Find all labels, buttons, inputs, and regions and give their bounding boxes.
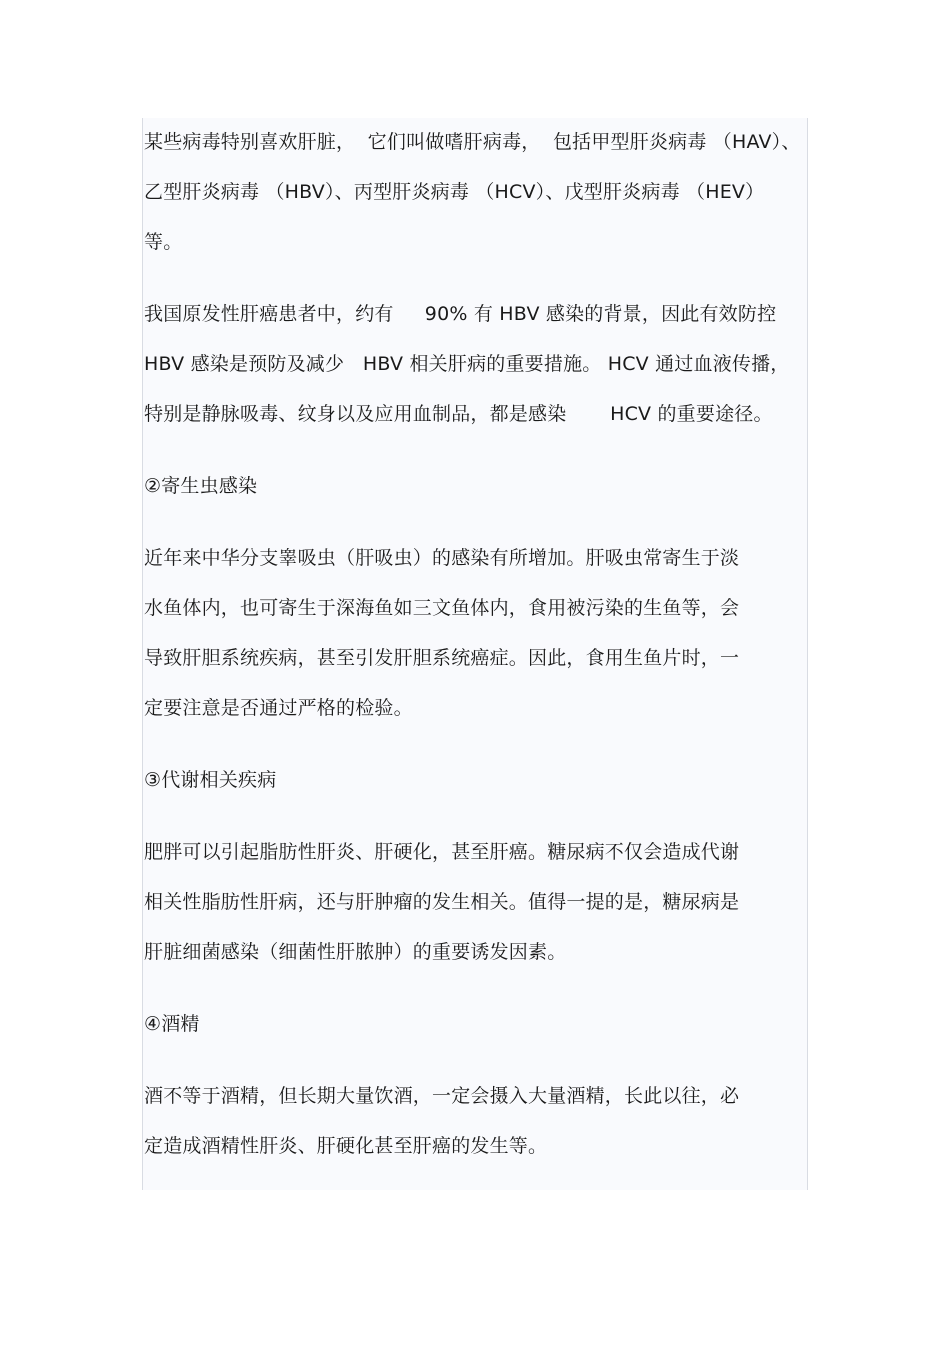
paragraph-line: 等。 [144, 231, 183, 253]
paragraph-line: 肥胖可以引起脂肪性肝炎、肝硬化，甚至肝癌。糖尿病不仅会造成代谢 [144, 841, 740, 863]
paragraph-line: 肝脏细菌感染（细菌性肝脓肿）的重要诱发因素。 [144, 941, 567, 963]
paragraph-line: 酒不等于酒精，但长期大量饮酒，一定会摄入大量酒精，长此以往，必 [144, 1085, 740, 1107]
paragraph-line: 定要注意是否通过严格的检验。 [144, 697, 413, 719]
paragraph-line: 导致肝胆系统疾病，甚至引发肝胆系统癌症。因此，食用生鱼片时，一 [144, 647, 740, 669]
paragraph-line: 定造成酒精性肝炎、肝硬化甚至肝癌的发生等。 [144, 1135, 548, 1157]
paragraph-line: 我国原发性肝癌患者中，约有 90% 有 HBV 感染的背景，因此有效防控 [144, 303, 777, 325]
paragraph-line: 特别是静脉吸毒、纹身以及应用血制品，都是感染 HCV 的重要途径。 [144, 403, 773, 425]
section-heading: ②寄生虫感染 [144, 475, 258, 497]
paragraph-line: 乙型肝炎病毒 （HBV）、丙型肝炎病毒 （HCV）、戊型肝炎病毒 （HEV） [144, 181, 765, 203]
section-heading: ③代谢相关疾病 [144, 769, 277, 791]
paragraph-line: 近年来中华分支睾吸虫（肝吸虫）的感染有所增加。肝吸虫常寄生于淡 [144, 547, 740, 569]
paragraph-line: 相关性脂肪性肝病，还与肝肿瘤的发生相关。值得一提的是，糖尿病是 [144, 891, 740, 913]
paragraph-line: HBV 感染是预防及减少 HBV 相关肝病的重要措施。 HCV 通过血液传播， [144, 353, 790, 375]
section-heading: ④酒精 [144, 1013, 200, 1035]
paragraph-line: 某些病毒特别喜欢肝脏， 它们叫做嗜肝病毒， 包括甲型肝炎病毒 （HAV）、 [144, 131, 801, 153]
paragraph-line: 水鱼体内，也可寄生于深海鱼如三文鱼体内，食用被污染的生鱼等，会 [144, 597, 740, 619]
